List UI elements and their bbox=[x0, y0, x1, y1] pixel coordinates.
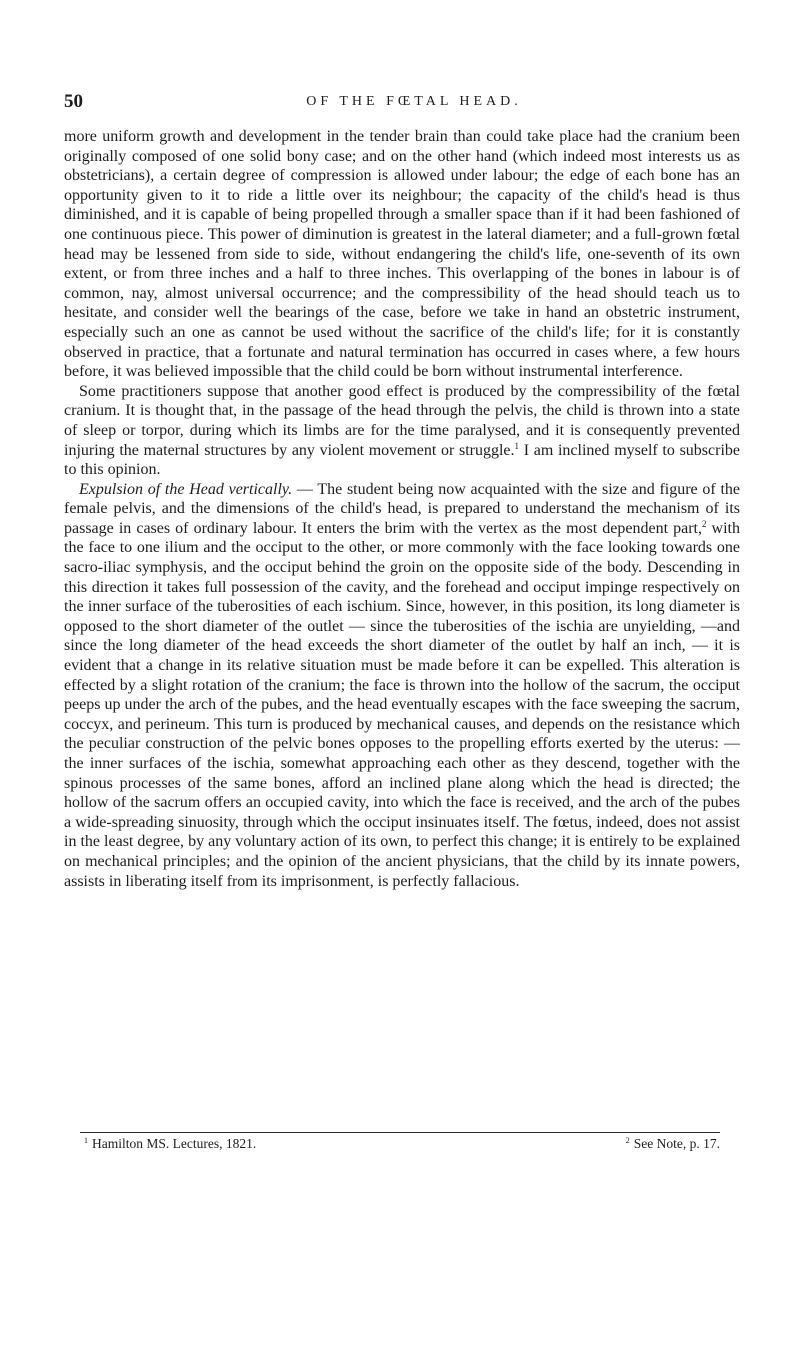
footnote-text: See Note, p. 17. bbox=[633, 1136, 720, 1151]
paragraph-text: Some practitioners suppose that another good effect is produced by the compressibility of the fœtal cranium. It is thought that, in the passage of the head through the pelvis, the child is thrown into a state of sleep or torpor, during which its limbs are for the time paralysed, and it is consequently prevented injuring the maternal structures by any violent movement or struggle. bbox=[64, 382, 740, 459]
footnote-mark: 1 bbox=[84, 1136, 88, 1145]
paragraph-compressibility bbox=[64, 382, 740, 480]
footnotes bbox=[84, 1134, 724, 1154]
paragraph-continuation: more uniform growth and development in the tender brain than could take place had the cranium been originally composed of one solid bony case; and on the other hand (which indeed most interests us as obstetricians), a certain degree of compression is allowed under labour; the edge of each bone has an opportunity given to it to ride a little over its neighbour; the capacity of the child's head is thus diminished, and it is capable of being propelled through a smaller space than if it had been fashioned of one continuous piece. This power of diminution is greatest in the lateral diameter; and a full-grown fœtal head may be lessened from side to side, without endangering the child's life, one-seventh of its own extent, or from three inches and a half to three inches. This overlapping of the bones in labour is of common, nay, almost universal occurrence; and the compressibility of the head should teach us to hesitate, and consider well the bearings of the case, before we take in hand an obstetric instrument, especially such an one as cannot be used without the sacrifice of the child's life; for it is constantly observed in practice, that a fortunate and natural termination has occurred in cases where, a few hours before, it was believed impossible that the child could be born without instrumental interference. bbox=[64, 128, 740, 381]
paragraph-text: — The student being now acquainted with the size and figure of the female pelvis, and the dimensions of the child's head, is prepared to understand the mechanism of its passage in cases of ordinary labour. It enters the brim with the vertex as the most dependent part, bbox=[64, 480, 741, 537]
paragraph-text-end: I am inclined myself to subscribe to this opinion. bbox=[64, 441, 740, 479]
body-text bbox=[64, 127, 740, 891]
page-number: 50 bbox=[64, 91, 83, 112]
running-head bbox=[64, 90, 740, 114]
footnote-text: Hamilton MS. Lectures, 1821. bbox=[92, 1136, 257, 1151]
running-title: OF THE FŒTAL HEAD. bbox=[306, 94, 522, 109]
section-heading: Expulsion of the Head vertically. bbox=[79, 480, 293, 498]
footnote-divider bbox=[80, 1132, 720, 1133]
footnote-ref-1: 1 bbox=[514, 440, 520, 451]
footnote-ref-2: 2 bbox=[701, 518, 707, 529]
footnote-2 bbox=[626, 1134, 720, 1154]
paragraph-text-end: with the face to one ilium and the occiput to the other, or more commonly with the face looking towards one sacro-iliac symphysis, and the occiput behind the groin on the opposite side of the body. Descending in this direction it takes full possession of the cavity, and the forehead and occiput impinge respectively on the inner surface of the tuberosities of each ischium. Since, however, in this position, its long diameter is opposed to the short diameter of the outlet — since the tuberosities of the ischia are unyielding, —and since the long diameter of the head exceeds the short diameter of the outlet by half an inch, — it is evident that a change in its relative situation must be made before it can be expelled. This alteration is effected by a slight rotation of the cranium; the face is thrown into the hollow of the sacrum, the occiput peeps up under the arch of the pubes, and the head eventually escapes with the face sweeping the sacrum, coccyx, and perineum. This turn is produced by mechanical causes, and depends on the resistance which the peculiar construction of the pelvic bones opposes to the propelling efforts exerted by the uterus: — the inner surfaces of the ischia, somewhat approaching each other as they descend, together with the spinous processes of the same bones, afford an inclined plane along which the head is directed; the hollow of the sacrum offers an occupied cavity, into which the face is received, and the arch of the pubes a wide-spreading sinuosity, through which the occiput insinuates itself. The fœtus, indeed, does not assist in the least degree, by any voluntary action of its own, to perfect this change; it is entirely to be explained on mechanical principles; and the opinion of the ancient physicians, that the child by its innate powers, assists in liberating itself from its imprisonment, is perfectly fallacious. bbox=[64, 519, 740, 890]
paragraph-expulsion bbox=[64, 480, 740, 891]
footnote-mark: 2 bbox=[625, 1136, 630, 1145]
footnote-1 bbox=[84, 1134, 256, 1154]
